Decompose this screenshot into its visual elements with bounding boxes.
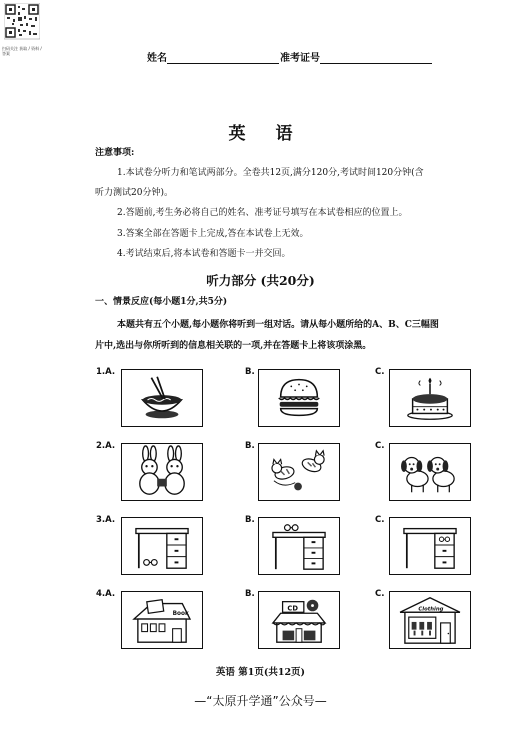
question-1-option-b-label: B.: [245, 367, 255, 377]
question-1-option-a-picture: [121, 369, 203, 427]
question-3-option-b-picture: [258, 517, 340, 575]
page-footer: 英语 第1页(共12页): [215, 667, 306, 678]
page-title: 英语: [228, 124, 323, 144]
notice-heading: 注意事项:: [95, 148, 135, 158]
question-2-label: 2.A.: [96, 441, 116, 451]
notice-item-3: 3.答案全部在答题卡上完成,答在本试卷上无效。: [117, 229, 309, 239]
question-2-option-a-picture: [121, 443, 203, 501]
question-4-option-b-label: B.: [245, 589, 255, 599]
question-4-label: 4.A.: [96, 589, 116, 599]
qr-caption: 扫码关注 获取 / 资料 / 答案: [2, 46, 42, 56]
question-1-label: 1.A.: [96, 367, 116, 377]
question-1-option-c-picture: [389, 369, 471, 427]
listening-section-title: 听力部分 (共20分): [206, 273, 315, 288]
part-one-heading: 一、情景反应(每小题1分,共5分): [95, 297, 228, 307]
cd-shop-icon: [259, 592, 339, 648]
question-2-option-c-label: C.: [375, 441, 385, 451]
question-3-option-c-label: C.: [375, 515, 385, 525]
question-3-option-a-picture: [121, 517, 203, 575]
notice-item-4: 4.考试结束后,将本试卷和答题卡一并交回。: [117, 249, 291, 259]
bottom-note: —“太原升学通”公众号—: [194, 694, 327, 708]
ticket-number-field: 准考证号: [280, 49, 432, 64]
qr-code-icon: [4, 3, 40, 47]
notice-item-1: 1.本试卷分听力和笔试两部分。全卷共12页,满分120分,考试时间120分钟(含: [117, 168, 424, 178]
question-4-option-b-picture: [258, 591, 340, 649]
birthday-cake-icon: [390, 370, 470, 426]
notice-item-2: 2.答题前,考生务必将自己的姓名、准考证号填写在本试卷相应的位置上。: [117, 208, 408, 218]
desk-glasses-under-icon: [122, 518, 202, 574]
desk-glasses-drawer-icon: [390, 518, 470, 574]
rabbits-icon: [122, 444, 202, 500]
book-sign: Book: [172, 611, 189, 618]
notice-item-1-cont: 听力测试20分钟)。: [95, 188, 173, 198]
question-1-option-c-label: C.: [375, 367, 385, 377]
name-underline: [167, 55, 279, 64]
question-2-option-c-picture: [389, 443, 471, 501]
question-3-label: 3.A.: [96, 515, 116, 525]
clothing-sign: Clothing: [418, 606, 444, 613]
clothing-shop-icon: [390, 592, 470, 648]
part-one-instructions-2: 片中,选出与你所听到的信息相关联的一项,并在答题卡上将该项涂黑。: [95, 341, 372, 351]
question-3-option-c-picture: [389, 517, 471, 575]
noodle-bowl-icon: [122, 370, 202, 426]
question-4-option-a-picture: [121, 591, 203, 649]
cd-sign: CD: [287, 604, 298, 613]
hamburger-icon: [259, 370, 339, 426]
question-1-option-b-picture: [258, 369, 340, 427]
cats-icon: [259, 444, 339, 500]
question-3-option-b-label: B.: [245, 515, 255, 525]
book-shop-icon: [122, 592, 202, 648]
name-field: 姓名: [147, 49, 279, 64]
question-2-option-b-label: B.: [245, 441, 255, 451]
dogs-icon: [390, 444, 470, 500]
question-2-option-b-picture: [258, 443, 340, 501]
ticket-underline: [320, 55, 432, 64]
question-4-option-c-label: C.: [375, 589, 385, 599]
part-one-instructions-1: 本题共有五个小题,每小题你将听到一组对话。请从每小题所给的A、B、C三幅图: [117, 320, 439, 330]
question-4-option-c-picture: [389, 591, 471, 649]
desk-glasses-on-icon: [259, 518, 339, 574]
